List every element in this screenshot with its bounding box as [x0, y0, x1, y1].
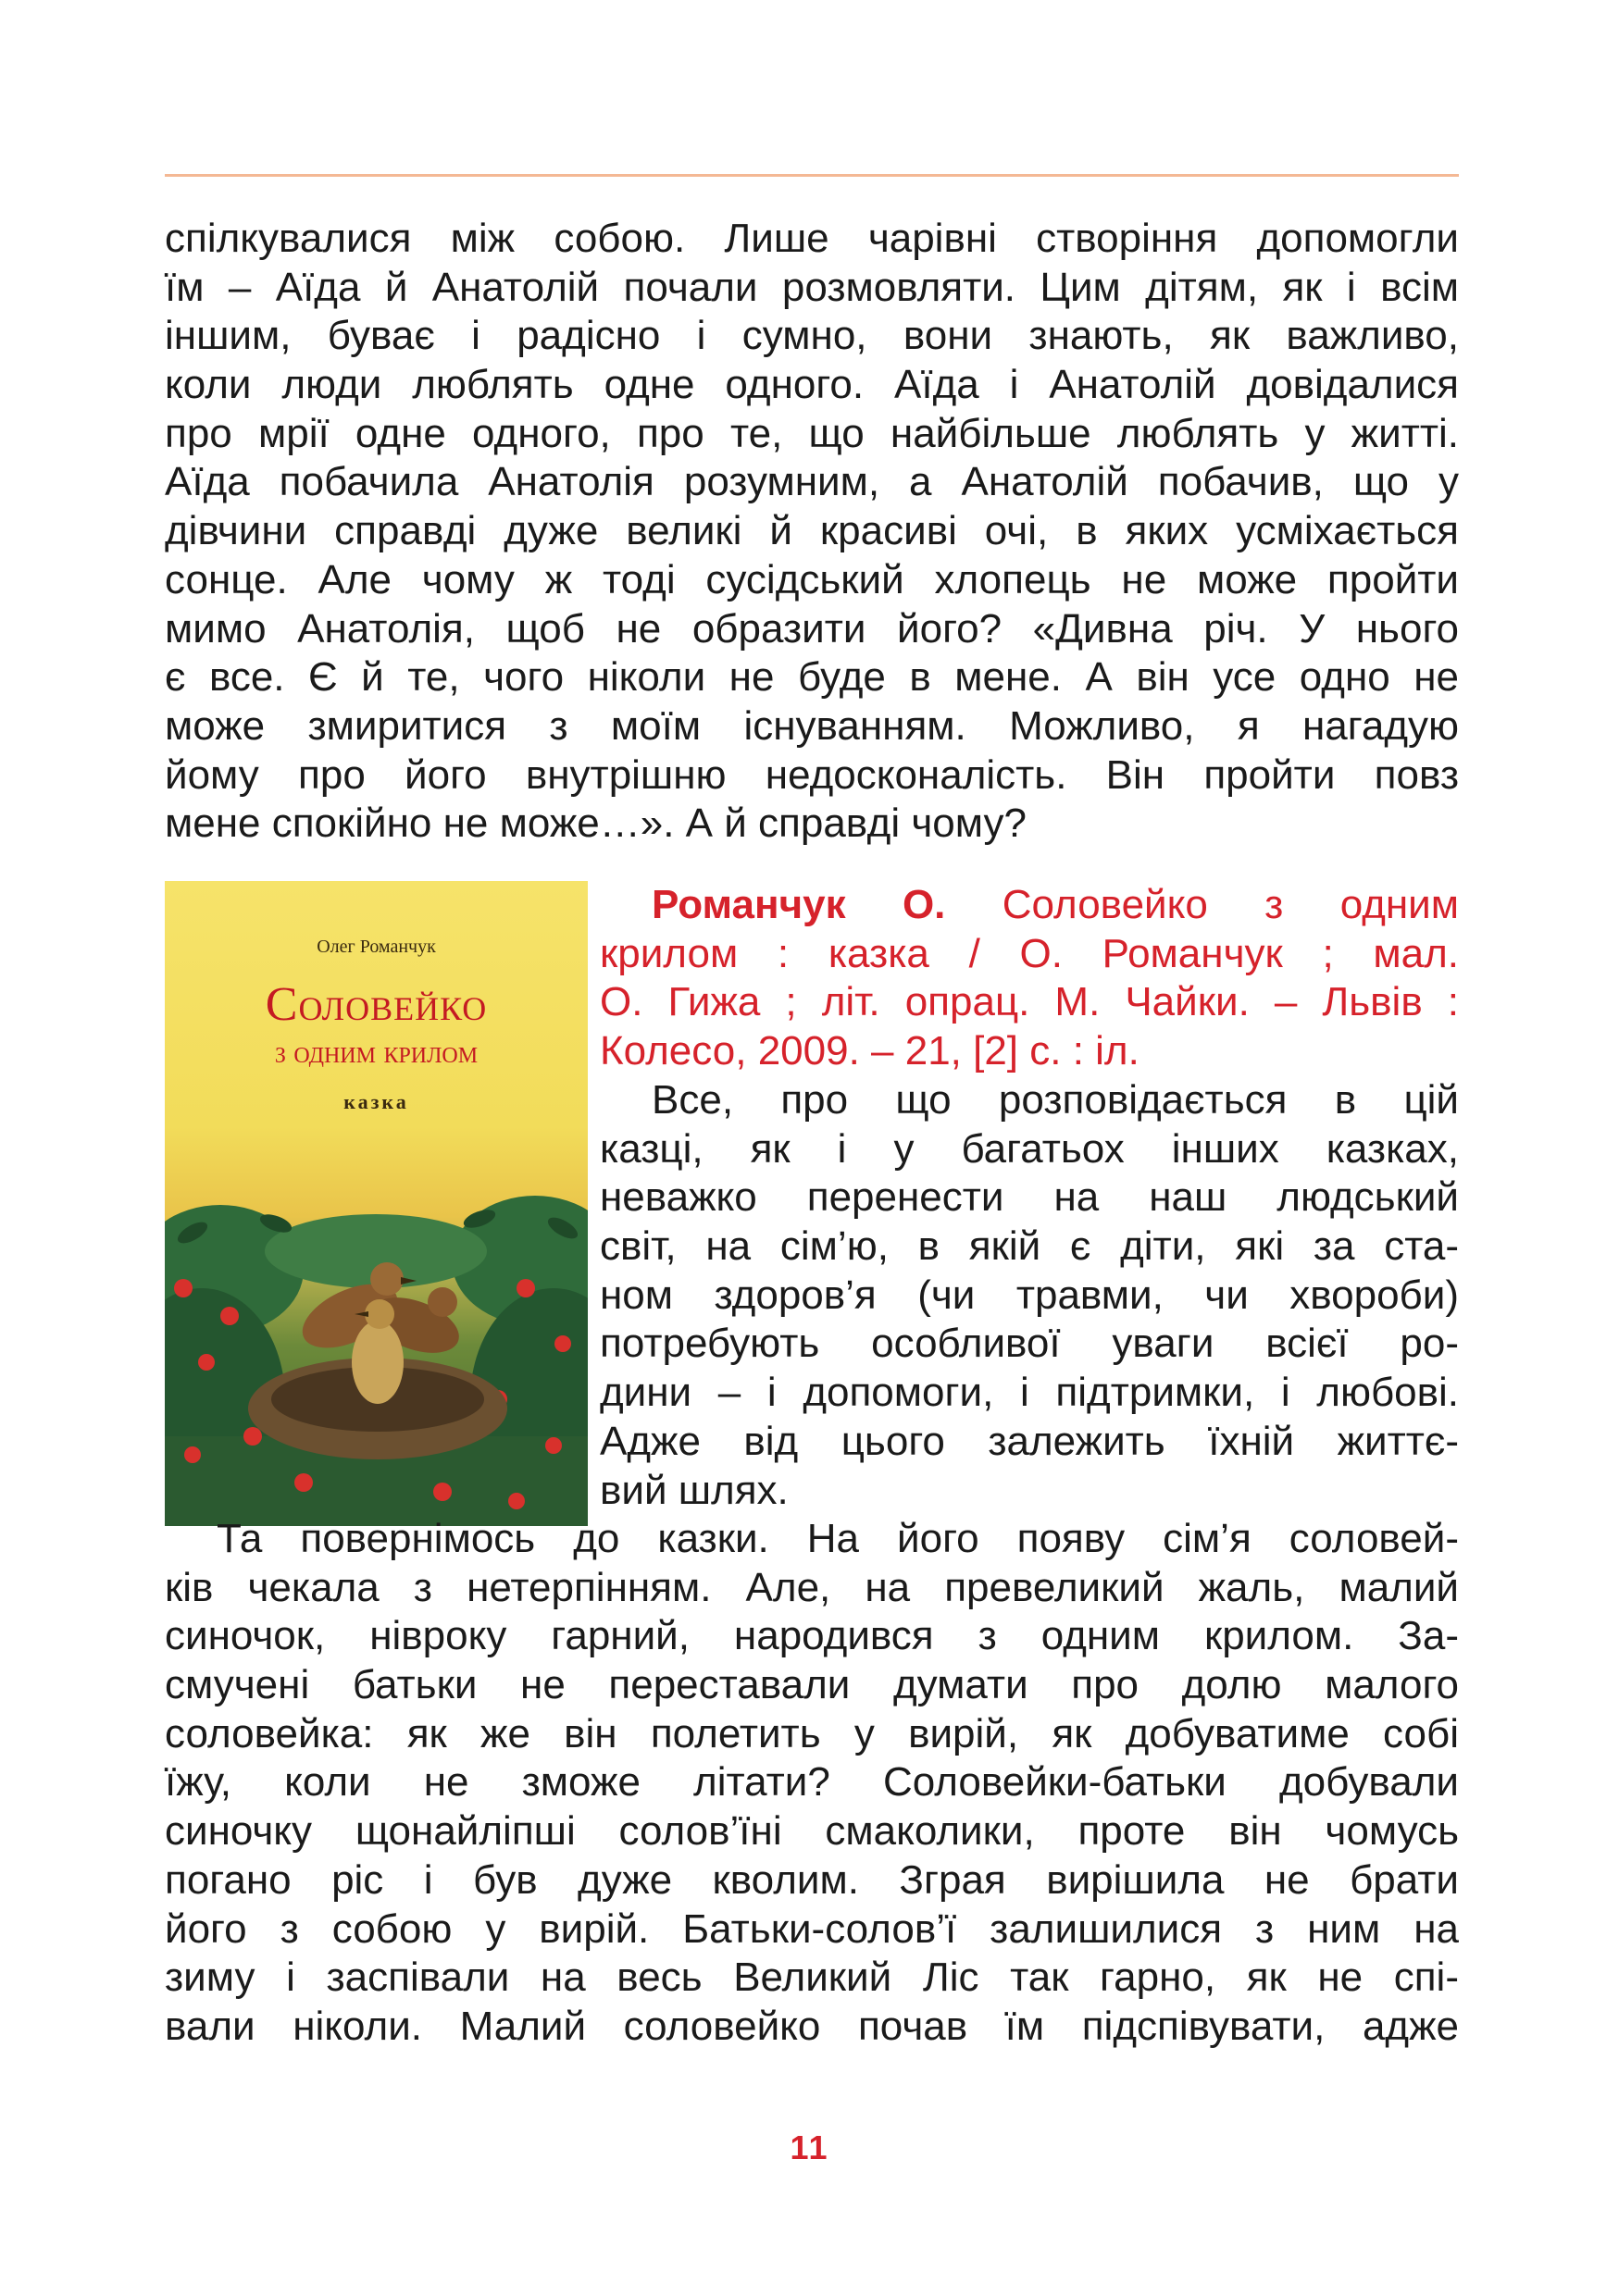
text-line: Все, про що розповідається в цій — [652, 1077, 1459, 1123]
cover-genre: казка — [343, 1090, 409, 1113]
book-cover-image — [165, 881, 588, 1526]
citation-line — [600, 881, 1459, 930]
text-line: є все. Є й те, чого ніколи не буде в мене. А він усе одно не — [165, 654, 1459, 701]
text-line: мимо Анатолія, щоб не образити його? «Дивна річ. У нього — [165, 605, 1459, 652]
text-line: зиму і заспівали на весь Великий Ліс так гарно, як не спі- — [165, 1955, 1459, 2001]
text-line: казці, як і у багатьох інших казках, — [600, 1125, 1459, 1172]
text-line: синочку щонайліпші солов’їні смаколики, проте він чомусь — [165, 1808, 1459, 1855]
paragraph-story — [165, 1515, 1459, 2052]
citation-line: Колесо, 2009. – 21, [2] с. : іл. — [600, 1028, 1140, 1074]
text-line: дини – і допомоги, і підтримки, і любові. — [600, 1370, 1459, 1416]
text-line: йому про його внутрішню недосконалість. Він пройти повз — [165, 751, 1459, 798]
cover-title: Соловейко — [265, 978, 488, 1031]
text-line: ном здоров’я (чи травми, чи хвороби) — [600, 1272, 1459, 1318]
cover-author: Олег Романчук — [317, 937, 436, 957]
page-number: 11 — [790, 2128, 829, 2166]
text-line: світ, на сім’ю, в якій є діти, які за ста- — [600, 1223, 1459, 1270]
text-line: Аїда побачила Анатолія розумним, а Анатолій побачив, що у — [165, 459, 1459, 505]
cover-subtitle: з одним крилом — [274, 1036, 479, 1070]
text-line: їм – Аїда й Анатолій почали розмовляти. Цим дітям, як і всім — [165, 264, 1459, 310]
text-line: коли люди люблять одне одного. Аїда і Анатолій довідалися — [165, 362, 1459, 408]
text-line: вий шлях. — [600, 1467, 789, 1513]
text-line: про мрії одне одного, про те, що найбільше люблять у житті. — [165, 410, 1459, 456]
text-line: смучені батьки не переставали думати про долю малого — [165, 1662, 1459, 1708]
text-line: вали ніколи. Малий соловейко почав їм підспівувати, адже — [165, 2003, 1459, 2049]
text-line: синочок, нівроку гарний, народився з одним крилом. За- — [165, 1613, 1459, 1659]
text-line: Та повернімось до казки. На його появу сім’я соловей- — [217, 1516, 1459, 1561]
citation-line: крилом : казка / О. Романчук ; мал. — [600, 930, 1459, 976]
text-line: неважко перенести на наш людський — [600, 1174, 1459, 1221]
text-line: іншим, буває і радісно і сумно, вони знають, як важливо, — [165, 313, 1459, 359]
citation-author: Романчук О. — [652, 882, 946, 927]
text-line: ків чекала з нетерпінням. Але, на превеликий жаль, малий — [165, 1564, 1459, 1610]
text-line: може змиритися з моїм існуванням. Можливо, я нагадую — [165, 702, 1459, 749]
text-line: його з собою у вирій. Батьки-солов’ї залишилися з ним на — [165, 1905, 1459, 1952]
text-line: спілкувалися між собою. Лише чарівні створіння допомогли — [165, 216, 1459, 261]
text-line: мене спокійно не може…». А й справді чому? — [165, 800, 1027, 847]
text-line: сонце. Але чому ж тоді сусідський хлопець не може пройти — [165, 556, 1459, 602]
citation — [600, 881, 1459, 1076]
text-line: соловейка: як же він полетить у вирій, як добуватиме собі — [165, 1710, 1459, 1756]
text-line: їжу, коли не зможе літати? Соловейки-батьки добували — [165, 1759, 1459, 1806]
header-rule — [165, 174, 1459, 177]
citation-line: О. Гижа ; літ. опрац. М. Чайки. – Львів : — [600, 979, 1459, 1025]
citation-text: Соловейко з одним — [1002, 882, 1459, 927]
text-line: дівчини справді дуже великі й красиві очі, в яких усміхається — [165, 508, 1459, 554]
text-line: погано ріс і був дуже кволим. Зграя вирішила не брати — [165, 1856, 1459, 1903]
paragraph-intro — [165, 215, 1459, 849]
paragraph-side — [600, 1076, 1459, 1515]
text-line: потребують особливої уваги всієї ро- — [600, 1321, 1459, 1367]
text-line: Адже від цього залежить їхній життє- — [600, 1418, 1459, 1464]
